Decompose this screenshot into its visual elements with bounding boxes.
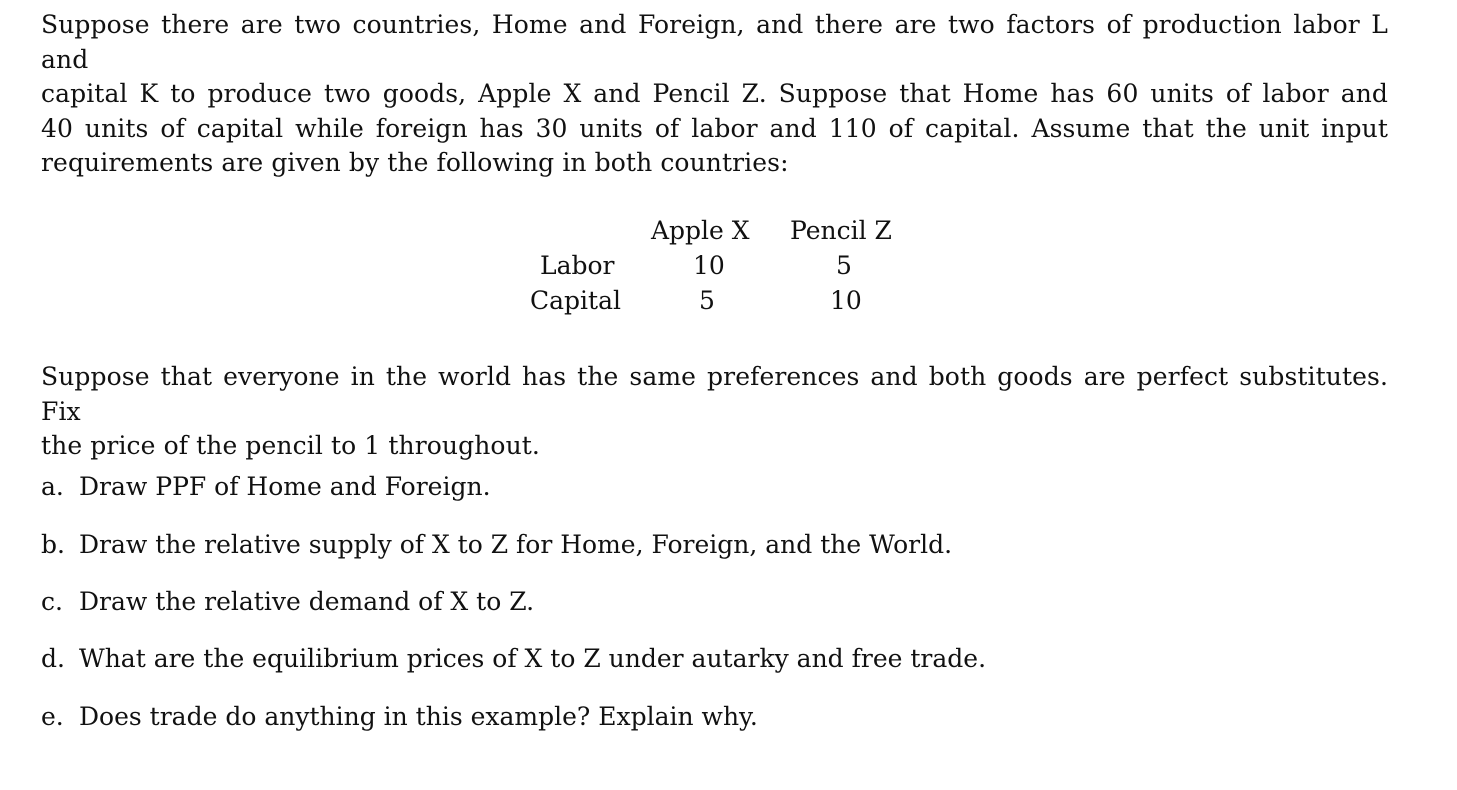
question-item-b bbox=[41, 528, 952, 563]
col-header-pencil: Pencil Z bbox=[790, 216, 892, 245]
intro-paragraph bbox=[41, 8, 1388, 181]
question-text: Draw the relative supply of X to Z for Home, Foreign, and the World. bbox=[79, 530, 953, 559]
question-text: What are the equilibrium prices of X to Z under autarky and free trade. bbox=[79, 644, 987, 673]
preferences-paragraph bbox=[41, 360, 1388, 464]
intro-line-1: Suppose there are two countries, Home and Foreign, and there are two factors of production labor L and bbox=[41, 10, 1388, 74]
question-text: Draw the relative demand of X to Z. bbox=[79, 587, 535, 616]
question-item-a bbox=[41, 470, 491, 505]
question-text: Draw PPF of Home and Foreign. bbox=[79, 472, 491, 501]
preferences-line-1: Suppose that everyone in the world has the same preferences and both goods are perfect substitutes. Fix bbox=[41, 362, 1388, 426]
cell-labor-apple: 10 bbox=[693, 251, 725, 280]
question-label: d. bbox=[41, 644, 65, 673]
col-header-apple: Apple X bbox=[651, 216, 750, 245]
question-text: Does trade do anything in this example? Explain why. bbox=[79, 702, 758, 731]
question-label: e. bbox=[41, 702, 64, 731]
question-label: c. bbox=[41, 587, 63, 616]
question-label: a. bbox=[41, 472, 64, 501]
row-label-labor: Labor bbox=[540, 251, 615, 280]
row-label-capital: Capital bbox=[530, 286, 621, 315]
intro-line-2: capital K to produce two goods, Apple X and Pencil Z. Suppose that Home has 60 units of labor and bbox=[41, 79, 1388, 108]
cell-labor-pencil: 5 bbox=[836, 251, 852, 280]
question-item-c bbox=[41, 585, 534, 620]
preferences-line-2: the price of the pencil to 1 throughout. bbox=[41, 431, 540, 460]
intro-line-3: 40 units of capital while foreign has 30 units of labor and 110 of capital. Assume that the unit input bbox=[41, 113, 1388, 143]
intro-line-4: requirements are given by the following in both countries: bbox=[41, 148, 789, 177]
question-item-d bbox=[41, 642, 986, 677]
cell-capital-pencil: 10 bbox=[830, 286, 862, 315]
cell-capital-apple: 5 bbox=[699, 286, 715, 315]
question-item-e bbox=[41, 700, 758, 735]
question-label: b. bbox=[41, 530, 65, 559]
